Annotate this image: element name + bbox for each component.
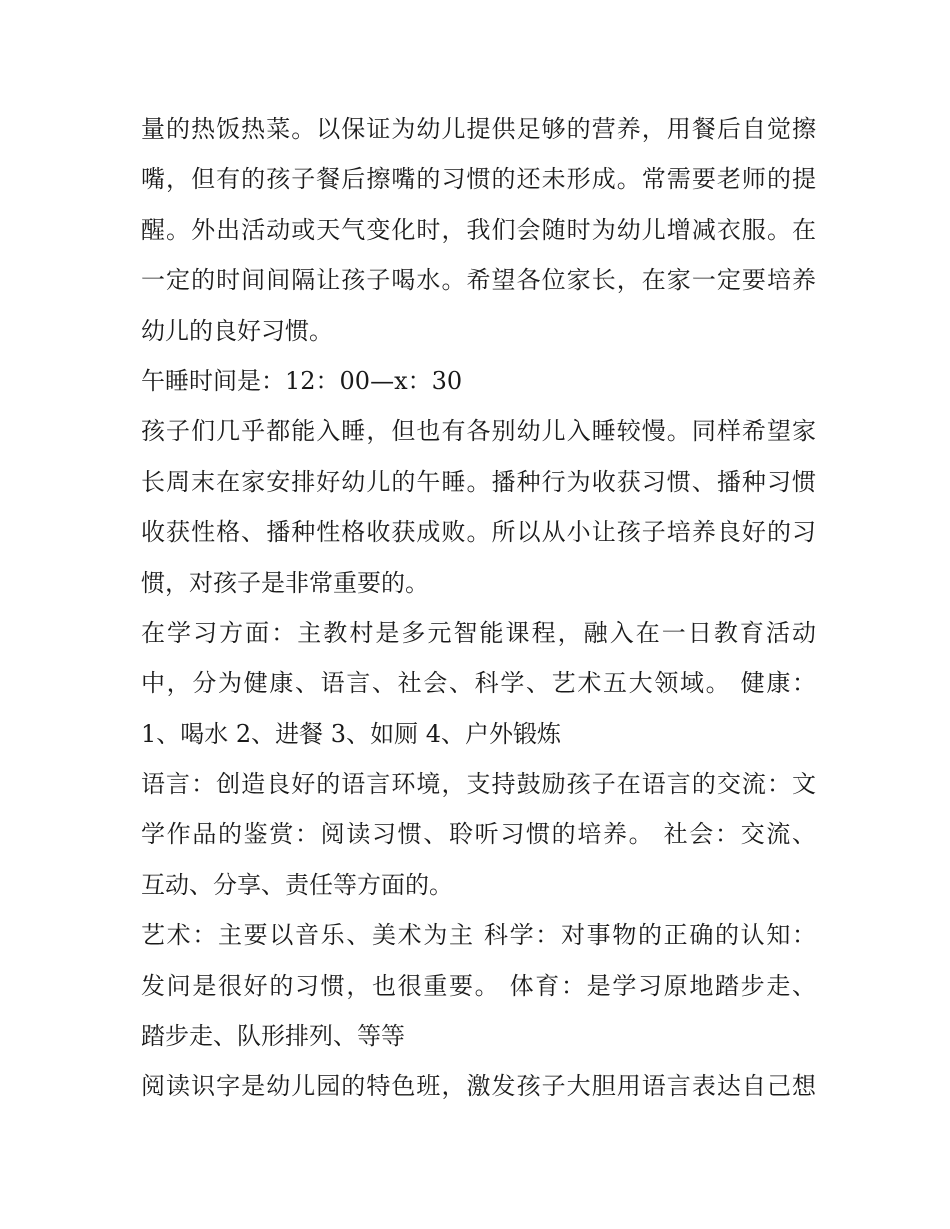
paragraph-arts bbox=[141, 910, 816, 1061]
text-line: 语言：创造良好的语言环境，支持鼓励孩子在语言的交流：文 bbox=[141, 770, 816, 799]
paragraph-reading bbox=[141, 1061, 816, 1111]
text-line: 量的热饭热菜。以保证为幼儿提供足够的营养，用餐后自觉擦 bbox=[141, 115, 816, 143]
text-line: 发问是很好的习惯，也很重要。 体育：是学习原地踏步走、 bbox=[141, 971, 816, 1000]
text-line: 在学习方面：主教村是多元智能课程，融入在一日教育活动 bbox=[141, 618, 816, 647]
text-line: 互动、分享、责任等方面的。 bbox=[141, 870, 453, 899]
text-line: 长周末在家安排好幼儿的午睡。播种行为收获习惯、播种习惯 bbox=[141, 467, 816, 496]
text-line: 惯，对孩子是非常重要的。 bbox=[141, 568, 429, 597]
paragraph-sleep-habits bbox=[141, 406, 816, 608]
paragraph-meals bbox=[141, 104, 816, 356]
text-line: 踏步走、队形排列、等等 bbox=[141, 1022, 405, 1051]
text-line: 艺术：主要以音乐、美术为主 科学：对事物的正确的认知： bbox=[141, 921, 816, 950]
text-line: 学作品的鉴赏：阅读习惯、聆听习惯的培养。 社会：交流、 bbox=[141, 820, 816, 849]
text-line: 1、喝水 2、进餐 3、如厕 4、户外锻炼 bbox=[141, 719, 561, 748]
text-line: 收获性格、播种性格收获成败。所以从小让孩子培养良好的习 bbox=[141, 518, 816, 547]
text-line: 嘴，但有的孩子餐后擦嘴的习惯的还未形成。常需要老师的提 bbox=[141, 165, 816, 194]
text-line: 一定的时间间隔让孩子喝水。希望各位家长，在家一定要培养 bbox=[141, 266, 816, 295]
paragraph-nap-time bbox=[141, 356, 816, 406]
text-line: 午睡时间是：12：00—x：30 bbox=[141, 366, 463, 395]
paragraph-language bbox=[141, 759, 816, 910]
document-body bbox=[141, 104, 816, 1112]
text-line: 幼儿的良好习惯。 bbox=[141, 316, 333, 345]
paragraph-learning bbox=[141, 608, 816, 759]
text-line: 醒。外出活动或天气变化时，我们会随时为幼儿增减衣服。在 bbox=[141, 215, 816, 244]
text-line: 阅读识字是幼儿园的特色班，激发孩子大胆用语言表达自己想 bbox=[141, 1072, 816, 1101]
text-line: 中，分为健康、语言、社会、科学、艺术五大领域。 健康： bbox=[141, 669, 816, 698]
text-line: 孩子们几乎都能入睡，但也有各别幼儿入睡较慢。同样希望家 bbox=[141, 417, 816, 446]
